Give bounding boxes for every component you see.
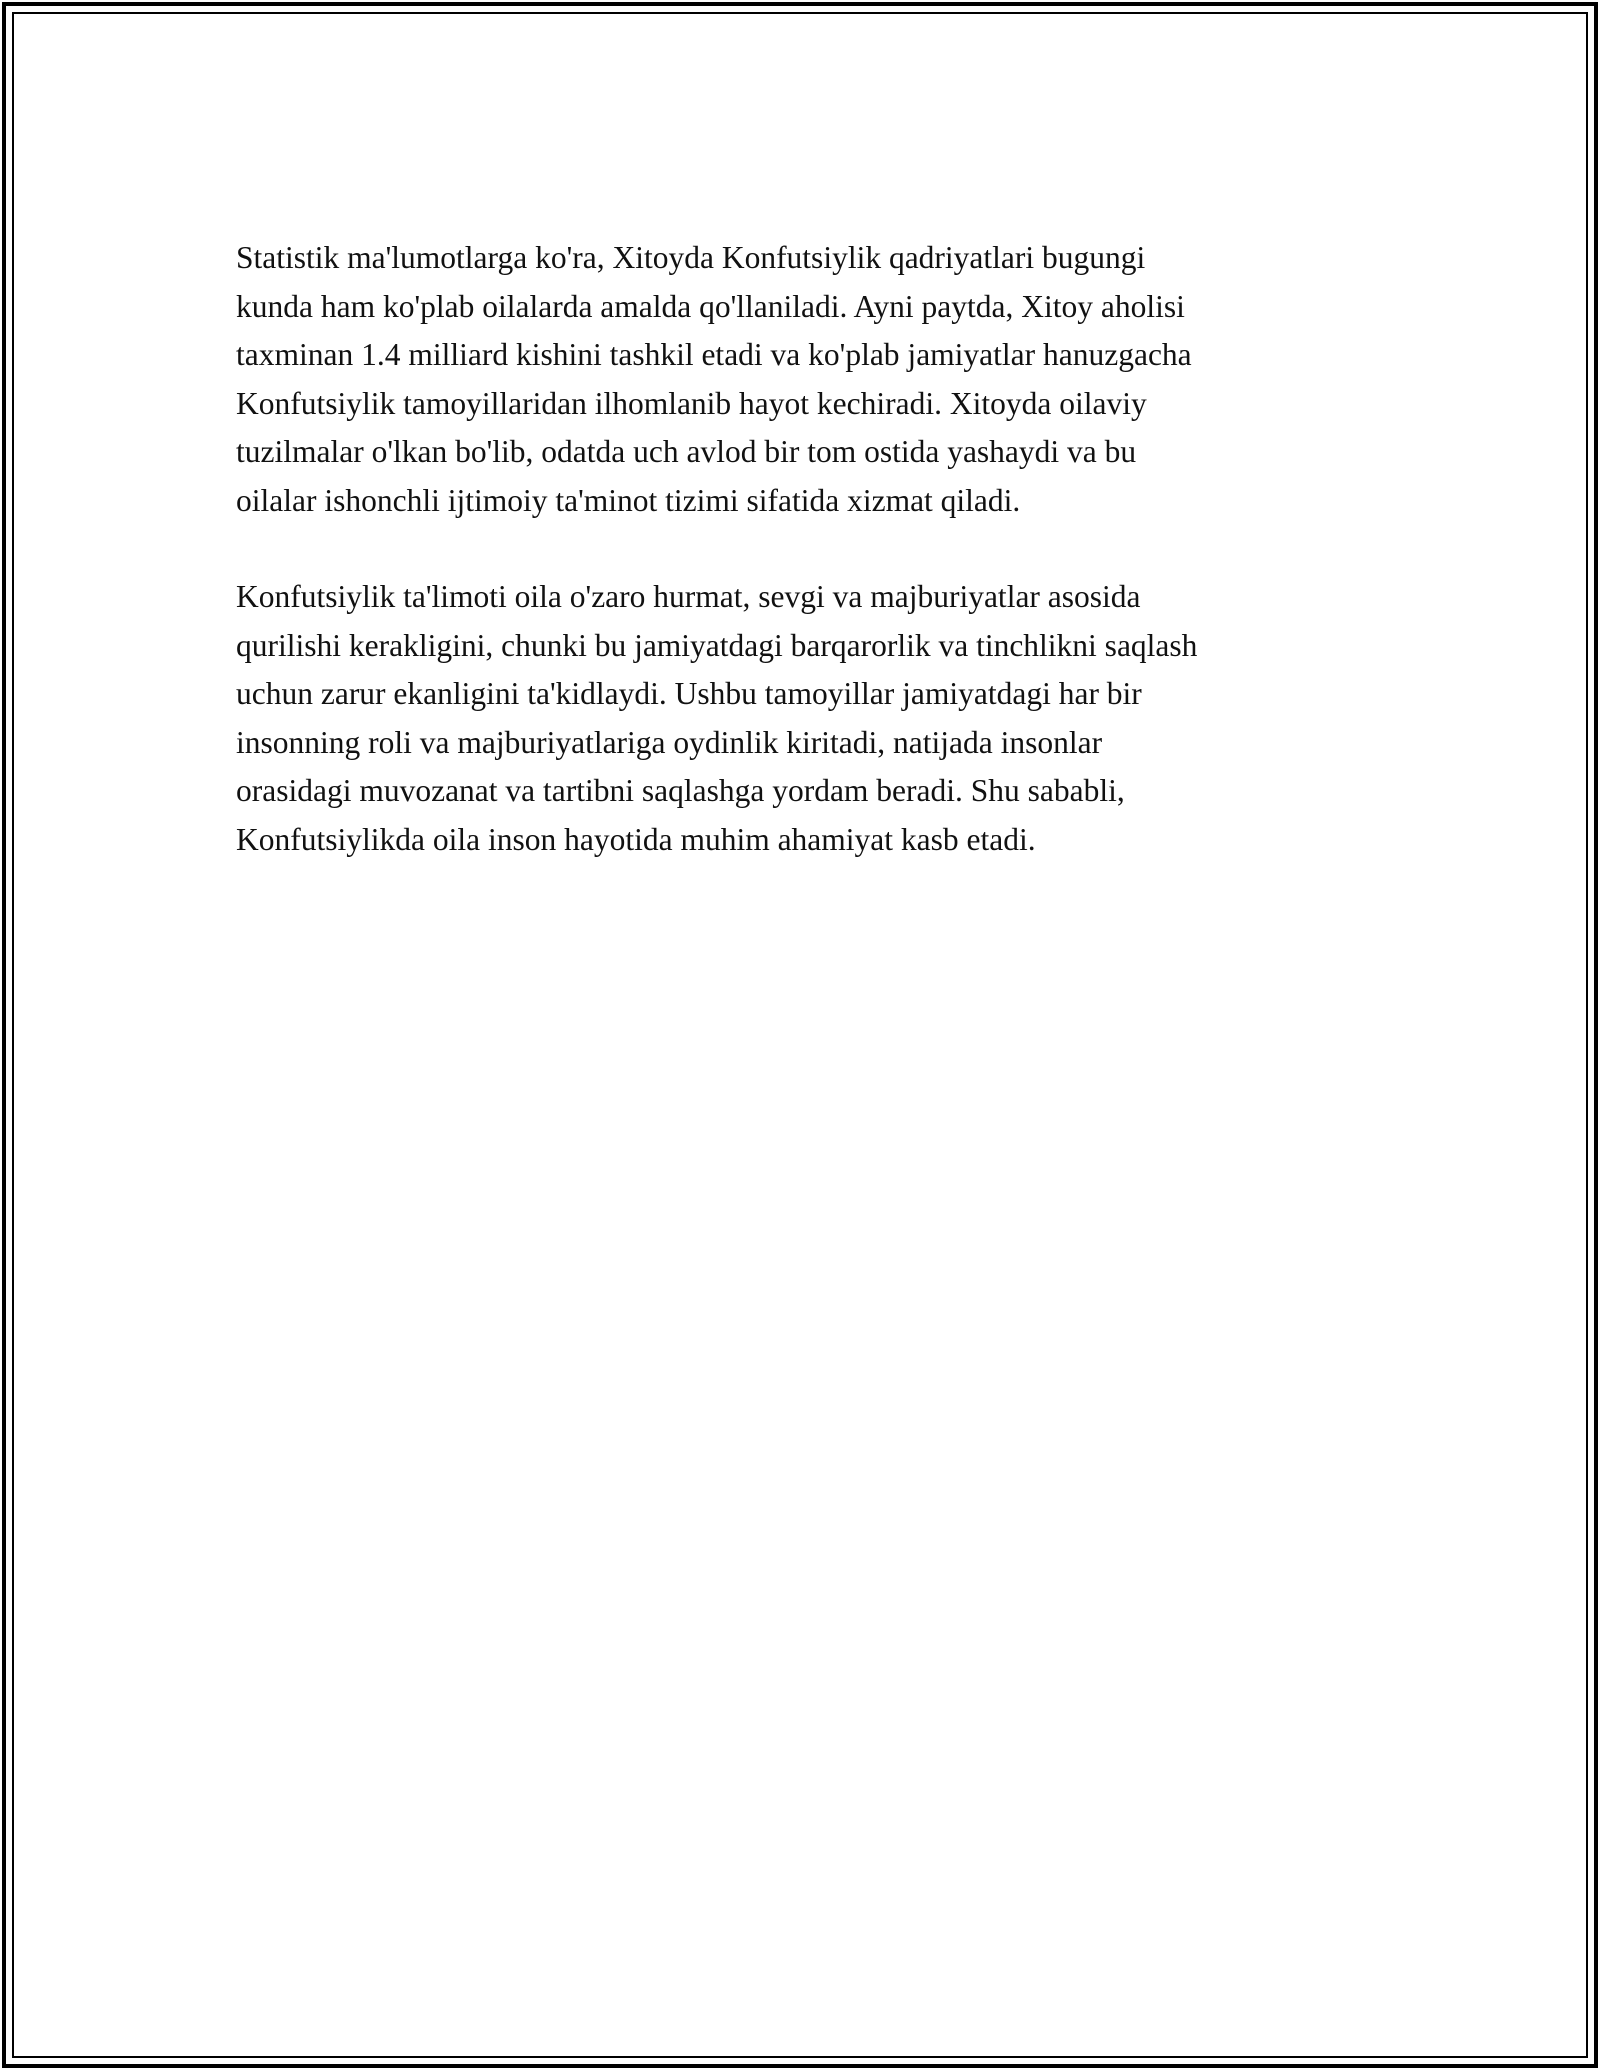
text-line: kunda ham ko'plab oilalarda amalda qo'llaniladi. Ayni paytda, Xitoy aholisi [236,288,1185,324]
text-line: insonning roli va majburiyatlariga oydinlik kiritadi, natijada insonlar [236,724,1103,760]
text-line: oilalar ishonchli ijtimoiy ta'minot tizimi sifatida xizmat qiladi. [236,482,1021,518]
text-line: tuzilmalar o'lkan bo'lib, odatda uch avlod bir tom ostida yashaydi va bu [236,434,1137,469]
document-body [236,234,1356,864]
text-line: Statistik ma'lumotlarga ko'ra, Xitoyda Konfutsiylik qadriyatlari bugungi [236,240,1146,275]
text-line: Konfutsiylik tamoyillaridan ilhomlanib hayot kechiradi. Xitoyda oilaviy [236,385,1147,421]
text-line: Konfutsiylik ta'limoti oila o'zaro hurmat, sevgi va majburiyatlar asosida [236,579,1141,614]
text-line: orasidagi muvozanat va tartibni saqlashga yordam beradi. Shu sababli, [236,773,1125,808]
text-line: qurilishi kerakligini, chunki bu jamiyatdagi barqarorlik va tinchlikni saqlash [236,627,1198,663]
text-line: uchun zarur ekanligini ta'kidlaydi. Ushbu tamoyillar jamiyatdagi har bir [236,676,1142,711]
paragraph-2 [236,573,1356,864]
text-line: Konfutsiylikda oila inson hayotida muhim ahamiyat kasb etadi. [236,821,1036,857]
paragraph-1 [236,234,1356,525]
text-line: taxminan 1.4 milliard kishini tashkil etadi va ko'plab jamiyatlar hanuzgacha [236,337,1192,372]
